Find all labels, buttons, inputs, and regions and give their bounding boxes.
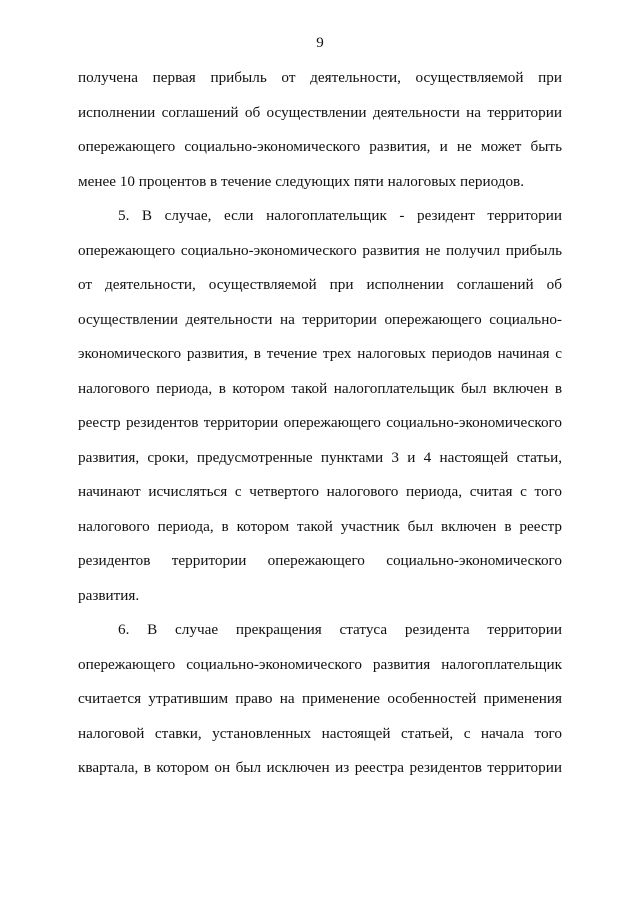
text-line: налогового периода, в котором такой налогоплательщик был включен в [78,379,562,397]
text-line: опережающего социально-экономического развития, и не может быть [78,138,562,155]
document-body [78,69,562,794]
text-line: исполнении соглашений об осуществлении деятельности на территории [78,103,562,121]
text-line: квартала, в котором он был исключен из реестра резидентов территории [78,759,562,776]
paragraph-5-first-line: 5. В случае, если налогоплательщик - резидент территории [118,207,562,224]
text-line: развития. [78,586,140,604]
text-line: налоговой ставки, установленных настоящей статьей, с начала того [78,724,562,742]
text-line: налогового периода, в котором такой участник был включен в реестр [78,517,562,535]
text-line: получена первая прибыль от деятельности, осуществляемой при [78,69,562,86]
text-line: начинают исчисляться с четвертого налогового периода, считая с того [78,483,562,500]
text-line: опережающего социально-экономического развития налогоплательщик [78,655,562,673]
text-line: менее 10 процентов в течение следующих пяти налоговых периодов. [78,172,525,190]
text-line: резидентов территории опережающего социально-экономического [78,552,562,569]
text-line: от деятельности, осуществляемой при исполнении соглашений об [78,276,562,293]
page-number: 9 [316,35,324,51]
text-line: осуществлении деятельности на территории опережающего социально- [78,310,562,328]
text-line: экономического развития, в течение трех налоговых периодов начиная с [78,345,562,362]
text-line: реестр резидентов территории опережающего социально-экономического [78,414,562,431]
text-line: развития, сроки, предусмотренные пунктами 3 и 4 настоящей статьи, [78,448,562,466]
paragraph-6-first-line: 6. В случае прекращения статуса резидента территории [118,621,562,638]
text-line: опережающего социально-экономического развития не получил прибыль [78,241,562,259]
text-line: считается утратившим право на применение особенностей применения [78,690,562,707]
